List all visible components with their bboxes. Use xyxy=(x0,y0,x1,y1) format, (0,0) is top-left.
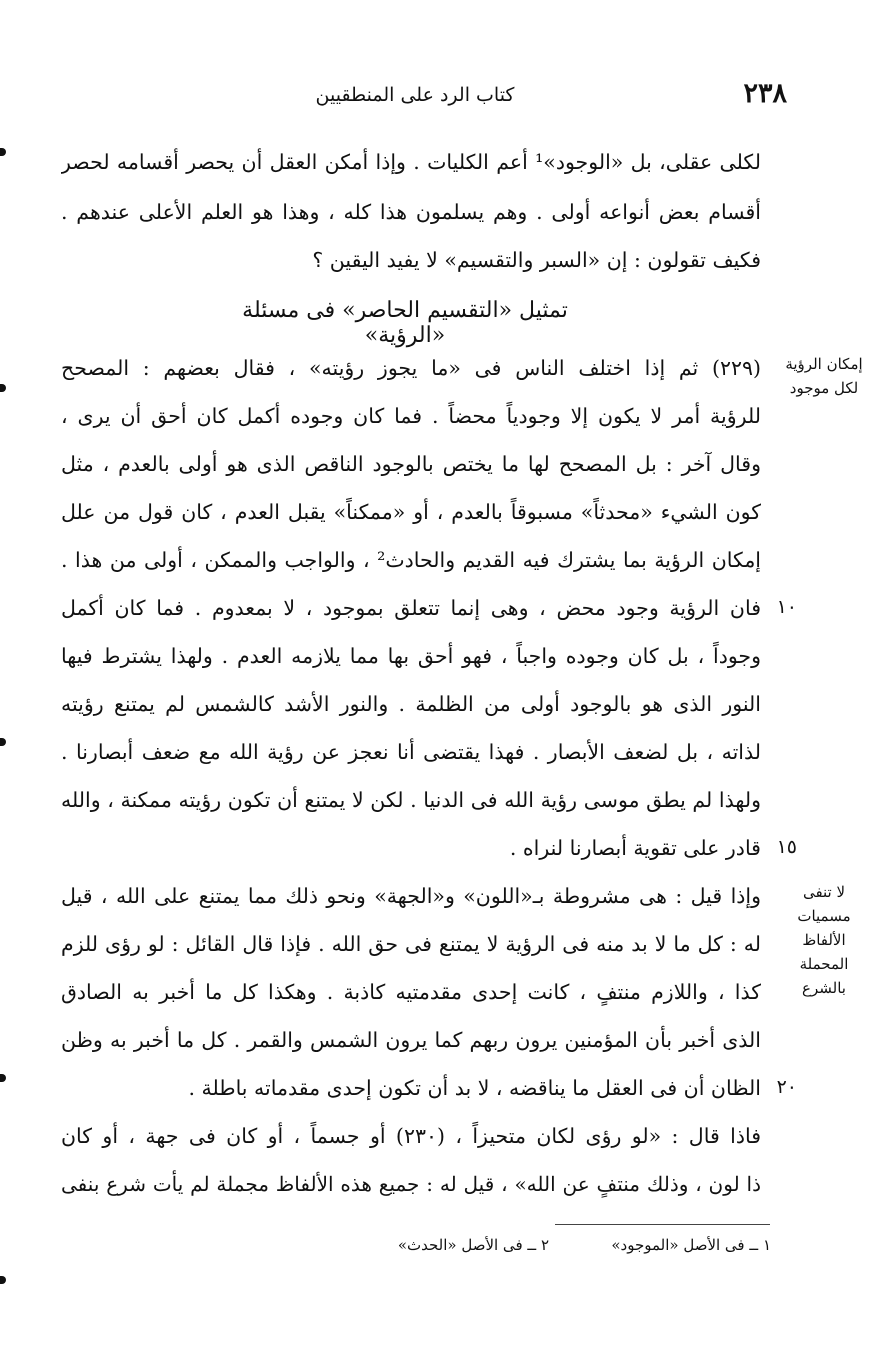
text-line: له : كل ما لا بد منه فى الرؤية لا يمتنع فى حق الله . فإذا قال القائل : لو رؤى للزم xyxy=(61,932,761,956)
margin-note: إمكان الرؤية لكل موجود xyxy=(785,355,863,397)
footnote: ٢ ــ فى الأصل «الحدث» xyxy=(397,1236,549,1254)
scan-edge-mark xyxy=(0,148,6,156)
line-number: ١٠ xyxy=(776,596,797,618)
line-number: ١٥ xyxy=(776,836,797,858)
text-line: ولهذا لم يطق موسى رؤية الله فى الدنيا . لكن لا يمتنع أن تكون رؤيته ممكنة ، والله xyxy=(61,788,761,812)
footnote-divider xyxy=(555,1224,770,1225)
scan-edge-mark xyxy=(0,1276,6,1284)
text-line: لكلى عقلى، بل «الوجود»¹ أعم الكليات . وإذا أمكن العقل أن يحصر أقسامه لحصر xyxy=(61,150,761,174)
text-line: وإذا قيل : هى مشروطة بـ«اللون» و«الجهة» ونحو ذلك مما يمتنع على الله ، قيل xyxy=(61,884,761,908)
running-title: كتاب الرد على المنطقيين xyxy=(315,84,515,106)
text-line: فان الرؤية وجود محض ، وهى إنما تتعلق بموجود ، لا بمعدوم . فما كان أكمل xyxy=(61,596,761,620)
text-line: ذا لون ، وذلك منتفٍ عن الله» ، قيل له : جميع هذه الألفاظ مجملة لم يأت شرع بنفى xyxy=(61,1172,761,1196)
text-line: فاذا قال : «لو رؤى لكان متحيزاً ، (٢٣٠) أو جسماً ، أو كان فى جهة ، أو كان xyxy=(61,1124,761,1148)
scan-edge-mark xyxy=(0,384,6,392)
text-line: كون الشيء «محدثاً» مسبوقاً بالعدم ، أو «ممكناً» يقبل العدم ، كان قول من علل xyxy=(61,500,761,524)
text-line: قادر على تقوية أبصارنا لنراه . xyxy=(509,836,761,860)
section-heading: تمثيل «التقسيم الحاصر» فى مسئلة «الرؤية» xyxy=(242,298,568,348)
text-line: إمكان الرؤية بما يشترك فيه القديم والحادث² ، والواجب والممكن ، أولى من هذا . xyxy=(61,548,761,572)
text-line: الظان أن فى العقل ما يناقضه ، لا بد أن تكون إحدى مقدماته باطلة . xyxy=(188,1076,761,1100)
margin-note: لا تنفى مسميات الألفاظ المحملة بالشرع xyxy=(797,883,851,997)
page-number: ٢٣٨ xyxy=(743,78,787,109)
text-line: النور الذى هو بالوجود أولى من الظلمة . والنور الأشد كالشمس لم يمتنع رؤيته xyxy=(61,692,761,716)
text-line: الذى أخبر بأن المؤمنين يرون ربهم كما يرون الشمس والقمر . كل ما أخبر به وظن xyxy=(61,1028,761,1052)
text-line: للرؤية أمر لا يكون إلا وجودياً محضاً . فما كان وجوده أكمل كان أحق أن يرى ، xyxy=(61,404,761,428)
footnote: ١ ــ فى الأصل «الموجود» xyxy=(611,1236,771,1254)
text-line: وقال آخر : بل المصحح لها ما يختص بالوجود الناقص الذى هو أولى بالعدم ، مثل xyxy=(61,452,761,476)
text-line: (٢٢٩) ثم إذا اختلف الناس فى «ما يجوز رؤيته» ، فقال بعضهم : المصحح xyxy=(61,356,761,380)
scan-edge-mark xyxy=(0,1074,6,1082)
text-line: لذاته ، بل لضعف الأبصار . فهذا يقتضى أنا نعجز عن رؤية الله مع ضعف أبصارنا . xyxy=(61,740,761,764)
text-line: كذا ، واللازم منتفٍ ، كانت إحدى مقدمتيه كاذبة . وهكذا كل ما أخبر به الصادق xyxy=(61,980,761,1004)
text-line: أقسام بعض أنواعه أولى . وهم يسلمون هذا كله ، وهذا هو العلم الأعلى عندهم . xyxy=(61,200,761,224)
line-number: ٢٠ xyxy=(776,1076,797,1098)
scan-edge-mark xyxy=(0,738,6,746)
text-line: وجوداً ، بل كان وجوده واجباً ، فهو أحق بها مما يلازمه العدم . ولهذا يشترط فيها xyxy=(61,644,761,668)
text-line: فكيف تقولون : إن «السبر والتقسيم» لا يفيد اليقين ؟ xyxy=(312,248,761,272)
